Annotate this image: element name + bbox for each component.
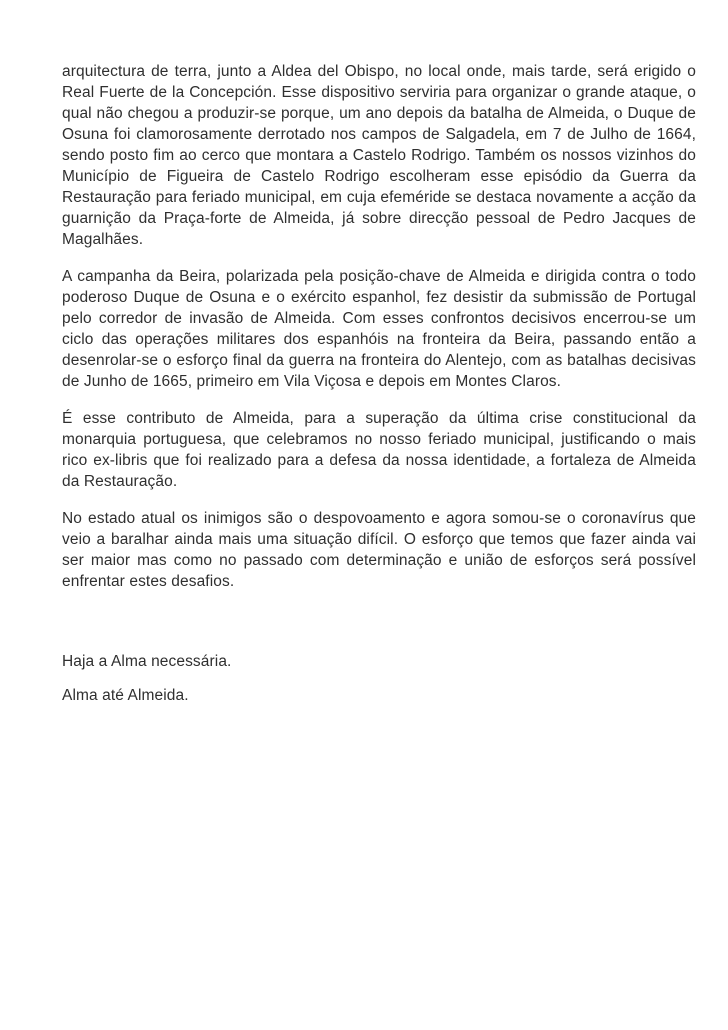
paragraph: A campanha da Beira, polarizada pela posição-chave de Almeida e dirigida contra o todo poderoso Duque de Osuna e o exército espanhol, fez desistir da submissão de Portugal pelo corredor de invasão de Almeida. Com esses confrontos decisivos encerrou-se um ciclo das operações militares dos espanhóis na fronteira da Beira, passando então a desenrolar-se o esforço final da guerra na fronteira do Alentejo, com as batalhas decisivas de Junho de 1665, primeiro em Vila Viçosa e depois em Montes Claros. — [62, 268, 696, 390]
paragraph: É esse contributo de Almeida, para a superação da última crise constitucional da monarquia portuguesa, que celebramos no nosso feriado municipal, justificando o mais rico ex-libris que foi realizado para a defesa da nossa identidade, a fortaleza de Almeida da Restauração. — [62, 410, 696, 490]
document-text-block — [62, 61, 696, 719]
closing-line: Alma até Almeida. — [62, 687, 189, 704]
paragraph: arquitectura de terra, junto a Aldea del Obispo, no local onde, mais tarde, será erigido o Real Fuerte de la Concepción. Esse dispositivo serviria para organizar o grande ataque, o qual não chegou a produzir-se porque, um ano depois da batalha de Almeida, o Duque de Osuna foi clamorosamente derrotado nos campos de Salgadela, em 7 de Julho de 1664, sendo posto fim ao cerco que montara a Castelo Rodrigo. Também os nossos vizinhos do Município de Figueira de Castelo Rodrigo escolheram esse episódio da Guerra da Restauração para feriado municipal, em cuja efeméride se destaca novamente a acção da guarnição da Praça-forte de Almeida, já sobre direcção pessoal de Pedro Jacques de Magalhães. — [62, 63, 696, 248]
paragraph: No estado atual os inimigos são o despovoamento e agora somou-se o coronavírus que veio a baralhar ainda mais uma situação difícil. O esforço que temos que fazer ainda vai ser maior mas como no passado com determinação e união de esforços será possível enfrentar estes desafios. — [62, 510, 696, 590]
blank-space — [62, 608, 696, 651]
closing-line: Haja a Alma necessária. — [62, 653, 232, 670]
